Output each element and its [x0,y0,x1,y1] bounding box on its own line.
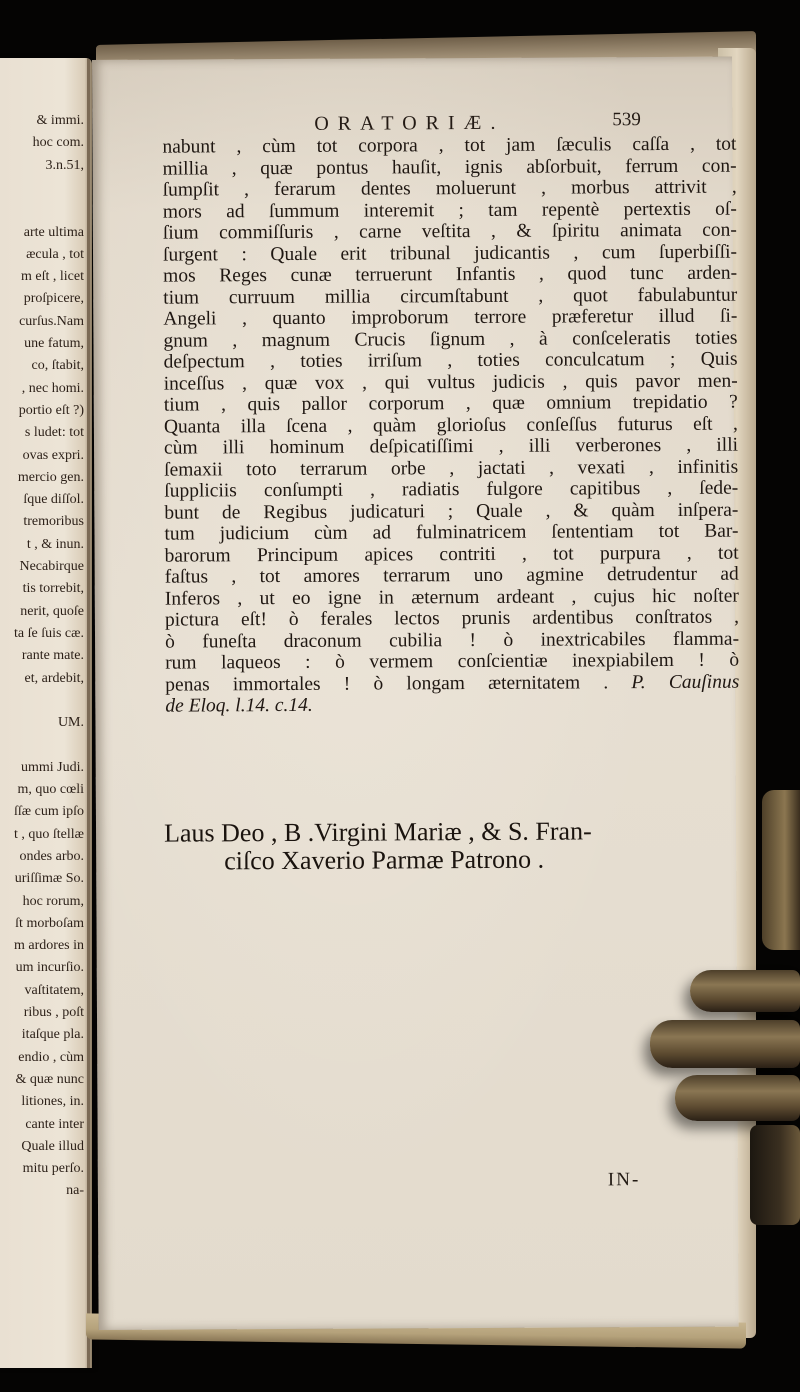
body-line: ſium commiſſuris , carne veſtita , & ſpiritu animata con- [162,219,737,244]
left-page-fragment: m eſt , licet [21,269,84,285]
left-page-fragment: ribus , poſt [23,1005,84,1020]
brass-page-holder [650,960,800,1180]
left-page-fragment: et, ardebit, [24,670,84,686]
left-page-fragment: m ardores in [14,938,84,954]
left-page-fragment: Quale illud [21,1138,84,1154]
left-page-fragment: , nec homi. [21,380,84,396]
left-page-fragment: litiones, in. [21,1094,84,1110]
holder-finger [690,970,800,1012]
left-page-fragment: nerit, quoſe [20,603,84,619]
body-line: inceſſus , quæ vox , qui vultus judicis , quis pavor men- [163,370,738,395]
left-page-fragment: ondes arbo. [19,848,84,864]
left-page-fragment: na- [66,1183,84,1199]
body-line-text: penas immortales ! ò longam æternitatem . [165,671,609,696]
left-page-fragment: t , quo ſtellæ [14,826,84,842]
left-page-fragment: 3.n.51, [45,157,84,173]
body-line: Angeli , quanto improborum terrore præferetur illud ſi- [163,305,738,330]
left-page-fragment: & immi. [36,113,84,128]
body-line: cùm illi hominum deſpicatiſſimi , illi verberones , illi [163,434,739,459]
left-page-fragment: ſt morboſam [15,915,84,931]
left-page-fragment: ta ſe ſuis cæ. [14,625,84,641]
left-page [0,58,92,1368]
holder-finger [650,1020,800,1068]
left-page-fragment: um incurſio. [15,960,84,976]
body-line: ò funeſta draconum cubilia ! ò inextricabiles flamma- [164,628,740,653]
body-line: bunt de Regibus judicaturi ; Quale , & quàm inſpera- [164,499,739,524]
body-lines [162,134,739,674]
body-text [162,134,739,717]
left-page-fragment: ovas expri. [22,447,84,463]
body-line: tium curruum millia circumſtabunt , quot fabulabuntur [163,284,738,309]
left-page-fragment: vaſtitatem, [24,982,84,998]
left-page-fragment: ſſæ cum ipſo [14,804,84,820]
body-line: Quanta illa ſcena , quàm glorioſus conſeſſus futurus eſt , [163,413,738,438]
body-line [165,671,739,696]
citation-source: de Eloq. l.14. c.14. [165,694,313,717]
left-page-fragment: itaſque pla. [21,1027,84,1043]
body-line: mos Reges cunæ terruerunt Infantis , quod tunc arden- [163,262,738,287]
left-page-fragment: mitu perſo. [22,1161,84,1177]
body-line: mors ad ſummum interemit ; tam repentè pertextis oſ- [162,198,737,223]
body-line: tium , quis pallor corporum , quæ omnium trepidatio ? [163,391,738,416]
left-page-fragment: proſpicere, [23,291,84,307]
body-line: millia , quæ pontus hauſit, ignis abſorbuit, ferrum con- [162,155,737,180]
left-page-fragment: tis torrebit, [22,581,84,597]
body-line: faſtus , tot amores terrarum uno agmine detrudentur ad [164,563,739,588]
citation-author: P. Cauſinus [631,671,740,693]
brass-holder-arm [762,790,800,950]
left-page-fragment: hoc rorum, [22,893,84,909]
left-page-fragment: m, quo cœli [17,782,84,797]
body-line: ſumpſit , ferarum dentes moluerunt , morbus attrivit , [162,176,737,201]
body-line: pictura eſt! ò ferales lectos prunis ardentibus conſtratos , [164,606,739,631]
running-head: ORATORIÆ. [314,111,505,135]
body-line: rum laqueos : ò vermem conſcientiæ inexpiabilem ! ò [165,649,740,674]
left-page-fragment: arte ultima [23,224,84,240]
catchword: IN- [607,1169,641,1191]
body-line: ſurgent : Quale erit tribunal judicantis , cum ſuperbiſſi- [162,241,738,266]
page-number: 539 [612,109,641,131]
body-line: ſemaxii toto terrarum orbe , jactati , vexati , infinitis [164,456,739,481]
body-line: nabunt , cùm tot corpora , tot jam ſæculis caſſa , tot [162,133,737,158]
body-line: barorum Principum apices contriti , tot purpura , tot [164,542,739,567]
left-page-fragment: ummi Judi. [20,759,84,775]
body-line: tum judicium cùm ad fulminatricem ſententiam tot Bar- [164,520,739,545]
left-page-fragment: cante inter [25,1116,84,1132]
left-page-fragment: endio , cùm [18,1049,84,1065]
colophon-line-2: ciſco Xaverio Parmæ Patrono . [224,844,545,876]
left-page-fragment: UM. [57,715,84,731]
colophon-line-1: Laus Deo , B .Virgini Mariæ , & S. Fran- [163,816,592,848]
left-page-fragment: æcula , tot [26,246,84,262]
left-page-fragment: hoc com. [32,135,84,151]
left-page-fragment: & quæ nunc [15,1071,84,1087]
left-page-fragment: ſque diſſol. [23,492,84,508]
left-page-fragment: curſus.Nam [19,313,84,329]
body-line: ſuppliciis conſumpti , radiatis fulgore capitibus , ſede- [164,477,739,502]
left-page-fragment: s ludet: tot [24,425,84,441]
body-line: Inferos , ut eo igne in æternum ardeant , cujus hic noſter [164,585,739,610]
left-page-fragment: Necabirque [19,559,84,574]
holder-finger [675,1075,800,1121]
left-page-fragment: rante mate. [21,648,84,664]
body-line: gnum , magnum Crucis ſignum , à conſceleratis toties [163,327,738,352]
left-page-fragment: une fatum, [24,336,84,351]
left-page-fragment: mercio gen. [17,469,84,485]
left-page-gutter [87,58,90,1368]
left-page-fragment: tremoribus [23,514,84,530]
left-page-fragment: portio eſt ?) [18,402,84,418]
right-page [92,57,739,1330]
left-page-fragment: t , & inun. [26,536,84,552]
colophon [164,817,684,876]
left-page-fragment: co, ſtabit, [31,358,84,374]
body-line: deſpectum , toties irriſum , toties conculcatum ; Quis [163,348,738,373]
left-page-fragment: uriſſimæ So. [14,871,84,887]
holder-base [750,1125,800,1225]
